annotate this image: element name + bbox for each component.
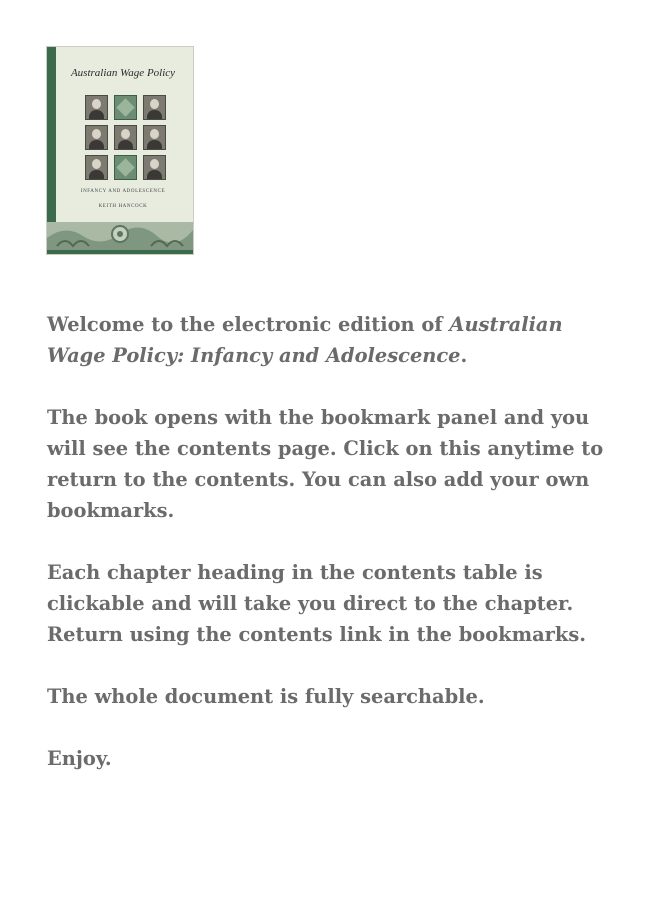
bookmark-paragraph: The book opens with the bookmark panel and you will see the contents page. Click on this anytime to return to the contents. You can also add your own bookmarks. (47, 406, 604, 522)
chapter-link-paragraph: Each chapter heading in the contents table is clickable and will take you direct to the chapter. Return using the contents link in the bookmarks. (47, 561, 586, 646)
portrait-tile (143, 95, 166, 120)
searchable-paragraph: The whole document is fully searchable. (47, 685, 485, 708)
intro-text (47, 309, 617, 805)
enjoy-paragraph: Enjoy. (47, 747, 112, 770)
portrait-tile (85, 125, 108, 150)
welcome-paragraph (47, 309, 617, 371)
portrait-tile (85, 155, 108, 180)
book-cover-image (47, 47, 193, 254)
welcome-lead: Welcome to the electronic edition of (47, 313, 450, 336)
cover-portrait-grid (85, 95, 166, 181)
ornament-tile (114, 155, 137, 180)
cover-subtitle: INFANCY AND ADOLESCENCE (80, 189, 166, 194)
portrait-tile (143, 125, 166, 150)
portrait-tile (85, 95, 108, 120)
portrait-tile (143, 155, 166, 180)
portrait-tile (114, 125, 137, 150)
ornament-tile (114, 95, 137, 120)
book-title-italic: Australian Wage Policy: Infancy and Adolescence (47, 313, 563, 367)
cover-title: Australian Wage Policy (70, 67, 176, 79)
cover-author: KEITH HANCOCK (98, 204, 148, 209)
welcome-end: . (460, 344, 468, 367)
cover-ornament-border (47, 222, 193, 254)
